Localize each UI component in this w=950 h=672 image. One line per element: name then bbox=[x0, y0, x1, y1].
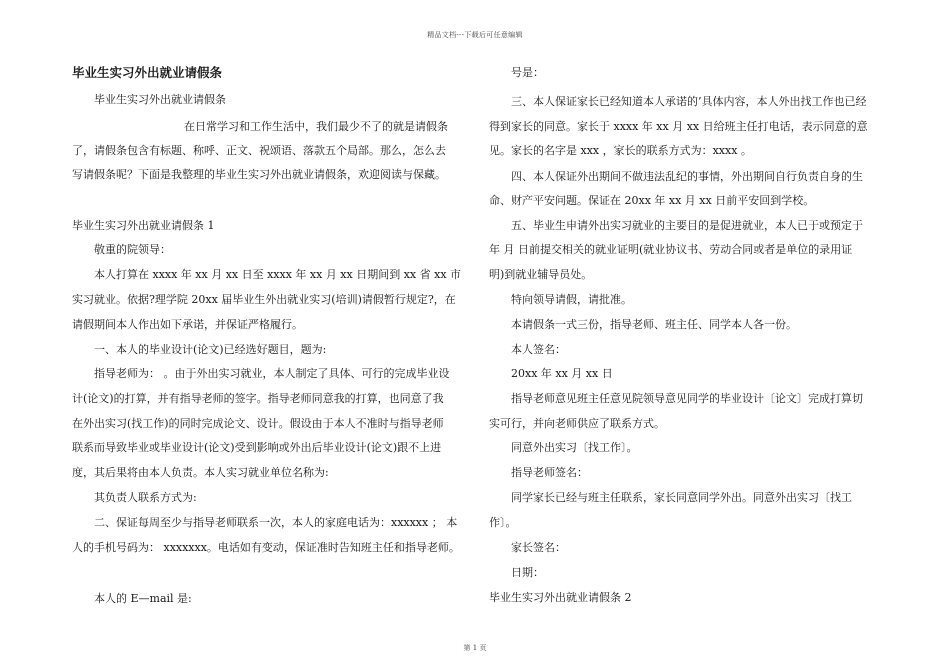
signature-label: 本人签名： bbox=[511, 343, 566, 356]
clause-1: 一、本人的毕业设计(论文)已经选好题目，题为: bbox=[94, 343, 327, 356]
paragraph-line: 命、财产平安问题。保证在 20xx 年 xx 月 xx 日前平安回到学校。 bbox=[489, 194, 815, 207]
approval-request: 特向领导请假，请批准。 bbox=[511, 293, 632, 306]
email-line: 本人的 E—mail 是: bbox=[94, 592, 192, 605]
paragraph-line: 人的手机号码为： xxxxxxx。电话如有变动，保证准时告知班主任和指导老师。 bbox=[72, 541, 460, 554]
clause-5: 五、毕业生申请外出实习就业的主要目的是促进就业，本人已于或预定于 bbox=[511, 219, 863, 232]
opinion-line: 指导老师意见班主任意见院领导意见同学的毕业设计〔论文〕完成打算切 bbox=[511, 392, 863, 405]
clause-2: 二、保证每周至少与指导老师联系一次，本人的家庭电话为：xxxxxx ； 本 bbox=[94, 516, 458, 529]
clause-3: 三、本人保证家长已经知道本人承诺的’具体内容，本人外出找工作也已经 bbox=[511, 95, 867, 108]
paragraph-line: 作〕。 bbox=[489, 516, 517, 529]
section-heading-1: 毕业生实习外出就业请假条 1 bbox=[72, 219, 215, 232]
parent-signature-label: 家长签名： bbox=[511, 541, 566, 554]
paragraph-line: 请假期间本人作出如下承诺，并保证严格履行。 bbox=[72, 318, 303, 331]
parent-note: 同学家长已经与班主任联系，家长同意同学外出。同意外出实习〔找工 bbox=[511, 491, 852, 504]
intro-line-3: 写请假条呢？下面是我整理的毕业生实习外出就业请假条，欢迎阅读与保藏。 bbox=[72, 168, 446, 181]
paragraph-line: 在外出实习(找工作)的同时完成论文、设计。假设由于本人不准时与指导老师 bbox=[72, 417, 444, 430]
contact-line: 其负责人联系方式为: bbox=[94, 491, 197, 504]
paragraph-line: 见。家长的名字是 xxx ，家长的联系方式为：xxxx 。 bbox=[489, 144, 752, 157]
teacher-signature-label: 指导老师签名： bbox=[511, 466, 588, 479]
subtitle: 毕业生实习外出就业请假条 bbox=[94, 93, 226, 106]
date-line: 20xx 年 xx 月 xx 日 bbox=[511, 367, 613, 380]
paragraph-line: 号是： bbox=[511, 66, 544, 79]
paragraph-line: 年 月 日前提交相关的就业证明(就业协议书、劳动合同或者是单位的录用证 bbox=[489, 243, 853, 256]
document-title: 毕业生实习外出就业请假条 bbox=[72, 65, 223, 80]
paragraph-line: 明)到就业辅导员处。 bbox=[489, 268, 593, 281]
agree-line: 同意外出实习〔找工作〕。 bbox=[511, 441, 638, 454]
paragraph-line: 实可行，并向老师供应了联系方式。 bbox=[489, 417, 665, 430]
intro-line-1: 在日常学习和工作生活中，我们最少不了的就是请假条 bbox=[184, 120, 448, 133]
salutation: 敬重的院领导： bbox=[94, 243, 171, 256]
intro-line-2: 了，请假条包含有标题、称呼、正文、祝颂语、落款五个局部。那么，怎么去 bbox=[72, 144, 446, 157]
copies-note: 本请假条一式三份，指导老师、班主任、同学本人各一份。 bbox=[511, 318, 797, 331]
page-footer: 第 1 页 bbox=[463, 644, 487, 652]
paragraph-line: 得到家长的同意。家长于 xxxx 年 xx 月 xx 日给班主任打电话，表示同意的意 bbox=[489, 120, 868, 133]
paragraph-line: 度，其后果将由本人负责。本人实习就业单位名称为: bbox=[72, 466, 329, 479]
paragraph-line: 计(论文)的打算，并有指导老师的签字。指导老师同意我的打算，也同意了我 bbox=[72, 392, 444, 405]
date-label: 日期： bbox=[511, 566, 544, 579]
clause-4: 四、本人保证外出期间不做违法乱纪的事情，外出期间自行负责自身的生 bbox=[511, 170, 863, 183]
paragraph-line: 本人打算在 xxxx 年 xx 月 xx 日至 xxxx 年 xx 月 xx 日期间到 xx 省 xx 市 bbox=[94, 268, 462, 281]
paragraph-line: 指导老师为： 。由于外出实习就业，本人制定了具体、可行的完成毕业设 bbox=[94, 367, 450, 380]
page-header: 精品文档---下载后可任意编辑 bbox=[427, 31, 523, 39]
paragraph-line: 实习就业。依据?理学院 20xx 届毕业生外出就业实习(培训)请假暂行规定?，在 bbox=[72, 293, 456, 306]
paragraph-line: 联系而导致毕业或毕业设计(论文)受到影响或外出后毕业设计(论文)跟不上进 bbox=[72, 441, 442, 454]
section-heading-2: 毕业生实习外出就业请假条 2 bbox=[489, 591, 632, 604]
